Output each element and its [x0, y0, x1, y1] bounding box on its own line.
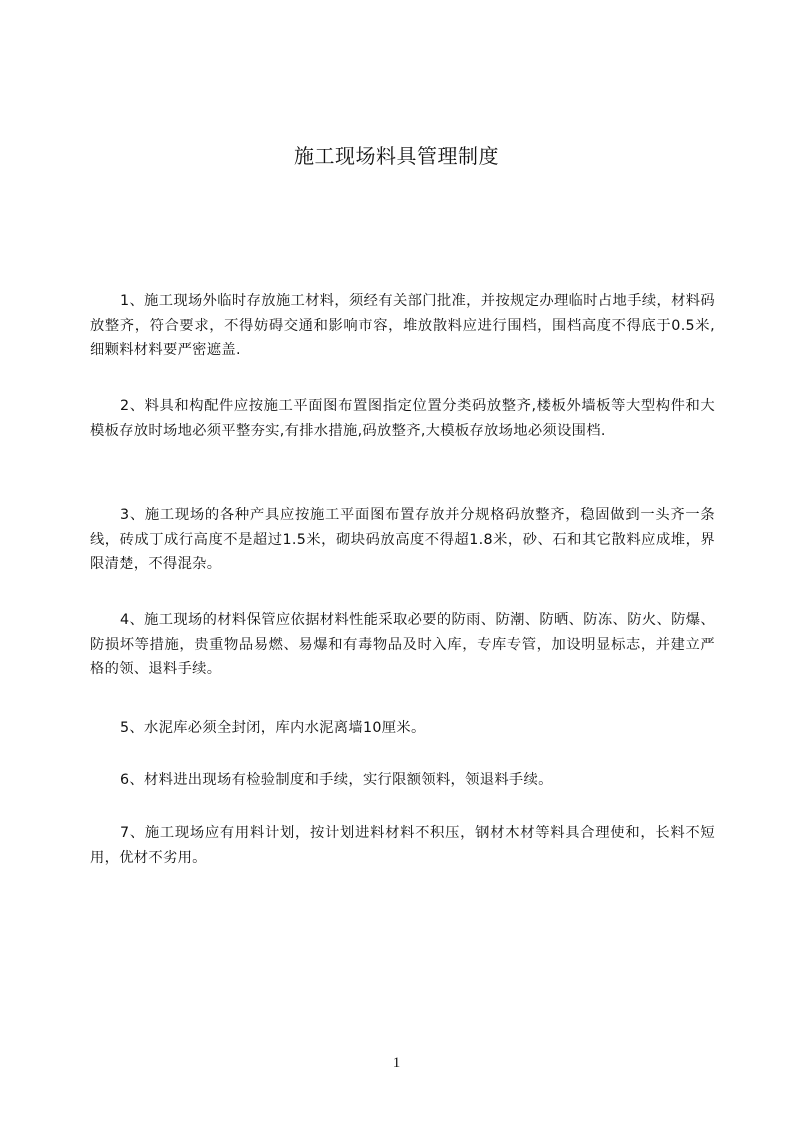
page-number: 1: [392, 1055, 401, 1071]
paragraph-2: 2、料具和构配件应按施工平面图布置图指定位置分类码放整齐,楼板外墙板等大型构件和大模板存放时场地必须平整夯实,有排水措施,码放整齐,大模板存放场地必须设围档.: [90, 398, 715, 439]
document-title: 施工现场料具管理制度: [294, 144, 499, 168]
paragraph-1: 1、施工现场外临时存放施工材料，须经有关部门批准，并按规定办理临时占地手续，材料码放整齐，符合要求，不得妨碍交通和影响市容，堆放散料应进行围档，围档高度不得底于0.5米,细颗料材料要严密遮盖.: [90, 293, 715, 358]
paragraph-4: 4、施工现场的材料保管应依据材料性能采取必要的防雨、防潮、防晒、防冻、防火、防爆、防损坏等措施，贵重物品易燃、易爆和有毒物品及时入库，专库专管，加设明显标志，并建立严格的领、退料手续。: [90, 612, 715, 677]
paragraph-5: 5、水泥库必须全封闭，库内水泥离墙10厘米。: [120, 720, 426, 736]
paragraph-6: 6、材料进出现场有检验制度和手续，实行限额领料，领退料手续。: [120, 772, 553, 788]
paragraph-7: 7、施工现场应有用料计划，按计划进料材料不积压，钢材木材等料具合理使和，长料不短用，优材不劣用。: [90, 825, 715, 866]
paragraph-3: 3、施工现场的各种产具应按施工平面图布置存放并分规格码放整齐，稳固做到一头齐一条线，砖成丁成行高度不是超过1.5米，砌块码放高度不得超1.8米，砂、石和其它散料应成堆，界限清楚，不得混杂。: [90, 507, 715, 572]
